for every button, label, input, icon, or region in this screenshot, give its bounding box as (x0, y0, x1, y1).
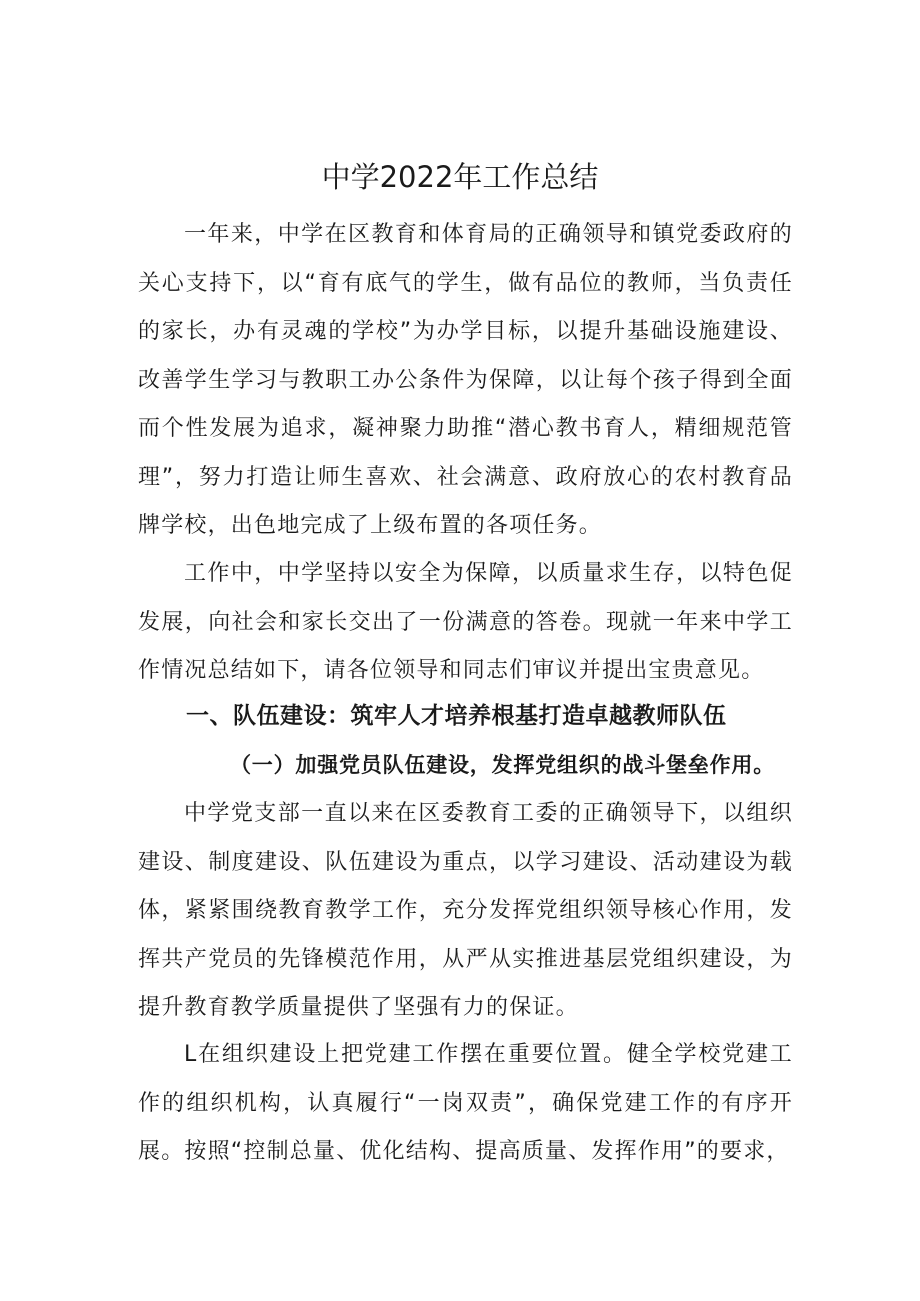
subsection-heading-1: （一）加强党员队伍建设，发挥党组织的战斗堡垒作用。 (230, 753, 775, 777)
document-title: 中学2022年工作总结 (321, 160, 599, 195)
section-heading-1: 一、队伍建设：筑牢人才培养根基打造卓越教师队伍 (186, 703, 727, 729)
intro-paragraph: 一年来，中学在区教育和体育局的正确领导和镇党委政府的关心支持下，以“育有底气的学生，做有品位的教师，当负责任的家长，办有灵魂的学校”为办学目标，以提升基础设施建设、改善学生学习与教职工办公条件为保障，以让每个孩子得到全面而个性发展为追求，凝神聚力助推“潜心教书育人，精细规范管理”，努力打造让师生喜欢、社会满意、政府放心的农村教育品牌学校，出色地完成了上级布置的各项任务。 (138, 222, 793, 538)
summary-paragraph: 工作中，中学坚持以安全为保障，以质量求生存，以特色促发展，向社会和家长交出了一份满意的答卷。现就一年来中学工作情况总结如下，请各位领导和同志们审议并提出宝贵意见。 (138, 561, 793, 683)
party-branch-paragraph: 中学党支部一直以来在区委教育工委的正确领导下，以组织建设、制度建设、队伍建设为重点，以学习建设、活动建设为载体，紧紧围绕教育教学工作，充分发挥党组织领导核心作用，发挥共产党员的先锋模范作用，从严从实推进基层党组织建设，为提升教育教学质量提供了坚强有力的保证。 (138, 801, 793, 1020)
organization-paragraph: L在组织建设上把党建工作摆在重要位置。健全学校党建工作的组织机构，认真履行“一岗双责”，确保党建工作的有序开展。按照“控制总量、优化结构、提高质量、发挥作用”的要求， (138, 1042, 793, 1164)
